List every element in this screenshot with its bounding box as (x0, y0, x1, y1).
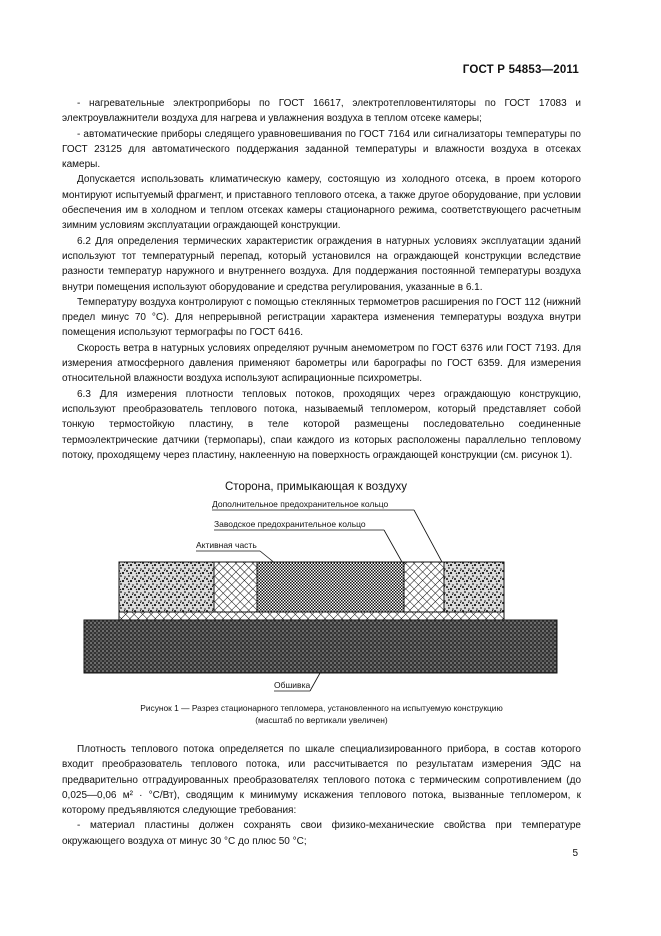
paragraph: Допускается использовать климатическую камеру, состоящую из холодного отсека, в проем которого монтируют испытуемый фрагмент, и приставного теплового отсека, а также другое оборудование, при условии обеспечения им в холодном и теплом отсеках камеры стационарного режима, соответствующего расчетным зимним условиям эксплуатации ограждающей конструкции. (62, 174, 581, 232)
text-block-top (62, 96, 581, 463)
label-top-side: Сторона, примыкающая к воздуху (225, 481, 408, 493)
paragraph: - автоматические приборы следящего уравновешивания по ГОСТ 7164 или сигнализаторы температуры по ГОСТ 23125 для автоматического поддержания заданной температуры и влажности воздуха в отсеках камеры. (62, 128, 581, 171)
caption-line-1: Рисунок 1 — Разрез стационарного тепломера, установленного на испытуемую конструкцию (140, 703, 503, 713)
paragraph: 6.3 Для измерения плотности тепловых потоков, проходящих через ограждающую конструкцию, используют преобразователь теплового потока, называемый тепломером, который представляет собой тонкую термостойкую пластину, в теле которой размещены последовательно соединенные термоэлектрические датчики (термопары), спаи каждого из которых расположены параллельно тепловому потоку, проходящему через пластину, наклеенную на поверхность ограждающей конструкции (см. рисунок 1). (62, 388, 581, 461)
paragraph: - нагревательные электроприборы по ГОСТ 16617, электротепловентиляторы по ГОСТ 17083 и электроувлажнители воздуха для нагрева и увлажнения воздуха в теплом отсеке камеры; (62, 98, 581, 125)
paragraph: 6.2 Для определения термических характеристик ограждения в натурных условиях эксплуатации зданий используют тот температурный перепад, который установился на ограждающей конструкции вследствие разности температур наружного и внутреннего воздуха. Для поддержания постоянной температуры воздуха внутри помещения используют оборудование и средства регулирования, указанные в 6.1. (62, 235, 581, 293)
outer-ring-right (444, 562, 504, 612)
label-cladding: Обшивка (274, 680, 311, 690)
factory-ring-right (404, 562, 444, 612)
label-active-part: Активная часть (196, 540, 257, 550)
heat-flux-meter-diagram (62, 474, 581, 702)
paragraph: Плотность теплового потока определяется по шкале специализированного прибора, в состав которого входит преобразователь теплового потока, или рассчитывается по результатам измерения ЭДС на предварительно отградуированных преобразователях теплового потока с термическим сопротивлением (до 0,025—0,06 м² · °С/Вт), сводящим к минимуму искажения теплового потока, вызванные тепломером, к которому предъявляются следующие требования: (62, 744, 581, 817)
figure-1 (62, 474, 581, 732)
label-additional-ring: Дополнительное предохранительное кольцо (212, 499, 389, 509)
figure-caption (62, 702, 581, 726)
paragraph: Скорость ветра в натурных условиях определяют ручным анемометром по ГОСТ 6376 или ГОСТ 7193. Для измерения атмосферного давления применяют барометры или барографы по ГОСТ 6359. Для измерения относительной влажности воздуха используют аспирационные психрометры. (62, 342, 581, 385)
text-block-bottom (62, 742, 581, 849)
page-number: 5 (572, 848, 578, 859)
label-factory-ring: Заводское предохранительное кольцо (214, 519, 366, 529)
cladding-layer (84, 620, 557, 673)
factory-ring-left (214, 562, 257, 612)
outer-ring-left (119, 562, 214, 612)
paragraph: - материал пластины должен сохранять свои физико-механические свойства при температуре окружающего воздуха от минус 30 °С до плюс 50 °С; (62, 820, 581, 847)
standard-id: ГОСТ Р 54853—2011 (462, 64, 579, 76)
adhesive-layer (119, 612, 504, 620)
paragraph: Температуру воздуха контролируют с помощью стеклянных термометров расширения по ГОСТ 112 (нижний предел минус 70 °С). Для непрерывной регистрации характера изменения температуры воздуха внутри помещения используют термографы по ГОСТ 6416. (62, 296, 581, 339)
active-part (257, 562, 404, 612)
caption-line-2: (масштаб по вертикали увеличен) (255, 715, 388, 725)
